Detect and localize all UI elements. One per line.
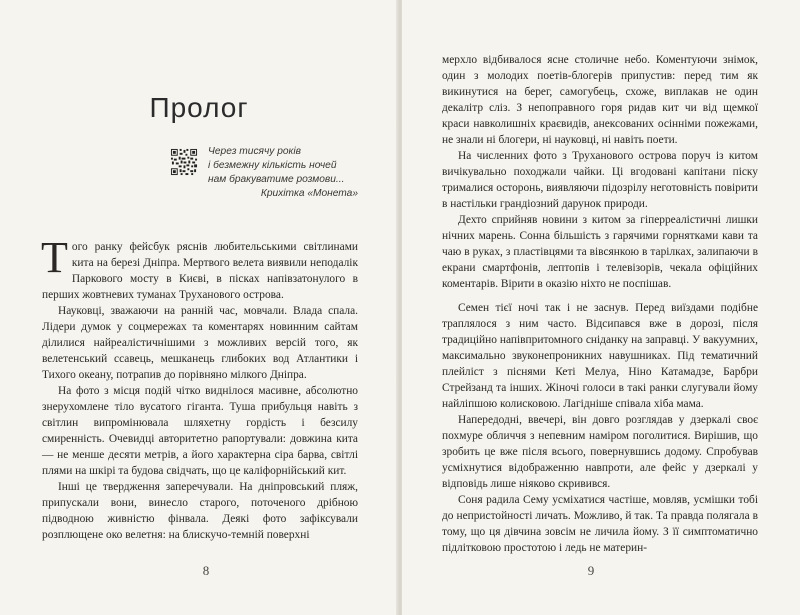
left-page: [0, 0, 398, 615]
paragraph: Семен тієї ночі так і не заснув. Перед виїздами подібне траплялося з ним часто. Відсипався вже в дорозі, після традиційно напівпритомного сніданку на заправці. У вакуумних, максимально звуконепроникних навушниках. Під тематичний плейліст з піснями Кеті Мелуа, Ніно Катамадзе, Барбри Стрейзанд та інших. Жіночі голоси в такі ранки слугували йому найліпшою колисковою. Лагідніше співала хіба мама.: [442, 302, 758, 410]
paragraph: Дехто сприйняв новини з китом за гіперреалістичні лишки нічних марень. Сонна більшість з гарячими горнятками кави та чаю в руках, з пластівцями та вівсянкою в тарілках, залипаючи в екрани смартфонів, лептопів і телевізорів, чекала офіційних коментарів. Вірити в оказію ніхто не поспішав.: [442, 214, 758, 290]
epigraph-attribution: Крихітка «Монета»: [260, 188, 358, 199]
paragraph: Соня радила Сему усміхатися частіше, мовляв, усмішки тобі до непристойності личать. Можливо, й так. Та правда полягала в тому, що ця дівчина зовсім не личила йому. З її симптоматично підлітковою простотою і ледь не материн-: [442, 494, 758, 554]
paragraph: мерхло відбивалося ясне столичне небо. Коментуючи знімок, один з молодих поетів-блогерів припустив: перед тим як викинутися на берег, самогубець, схоже, виплакав не один декалітр сліз. З непоправного горя ридав кит чи від щемкої краси навколишніх краєвидів, анексованих осінніми пожежами, не знали ні блогери, ні науковці, ні навіть поети.: [442, 54, 758, 146]
chapter-title: Пролог: [149, 92, 249, 123]
right-body-text-bottom: [442, 300, 758, 556]
paragraph: Напередодні, ввечері, він довго розглядав у дзеркалі своє похмуре обличчя з непевним наміром поголитися. Вирішив, що зробить це вже після всього, повернувшись додому. Спробував усміхнутися відображенню навпроти, але фейс у дзеркалі у відповідь лише ніяково скривився.: [442, 414, 758, 490]
right-body-text-top: [442, 52, 758, 292]
page-number: 9: [587, 563, 595, 578]
drop-cap: Т: [41, 233, 68, 282]
paragraph: На фото з місця подій чітко виднілося масивне, абсолютно знерухомлене тіло вусатого гіганта. Туша прибульця навіть з світлин випромінювала шляхетну гордість і безсилу смиренність. Очевидці авторитетно рапортували: довжина кита — не менше десяти метрів, а його характерна сіра барва, світлі плями на шкірі та будова свідчать, що це каліфорнійський кит.: [42, 385, 358, 477]
paragraph: На численних фото з Труханового острова поруч із китом вичікувально походжали чайки. Ці вгодовані капітани піску трималися осторонь, виявляючи підозрілу неготовність повірити в настільки грандіозний дарунок природи.: [442, 150, 758, 210]
epigraph-line: нам бракуватиме розмови...: [208, 174, 345, 185]
epigraph-line: Через тисячу років: [208, 146, 301, 157]
paragraph: Інші це твердження заперечували. На дніпровський пляж, припускали вони, винесло старого, поточеного дрібною підводною живністю фінвала. Деякі фото зафіксували розплющене око велетня: на блискучо-темній поверхні: [42, 481, 358, 541]
qr-code-icon: [170, 148, 198, 176]
epigraph-line: і безмежну кількість ночей: [208, 160, 337, 171]
paragraph: Того ранку фейсбук ряснів любительськими світлинами кита на березі Дніпра. Мертвого велета виявили неподалік Паркового мосту в Києві, в пісках напівзатонулого в перших жовтневих туманах Труханового острова.: [41, 233, 358, 301]
page-number: 8: [202, 563, 210, 578]
left-body-text: [41, 233, 358, 543]
paragraph: Науковці, зважаючи на ранній час, мовчали. Влада спала. Лідери думок у соцмережах та коментарях новинним сайтам ділилися найреалістичнішими з можливих версій того, як велетенський ссавець, мешканець глибоких вод Атлантики і Тихого океану, потрапив до порівняно мілкого Дніпра.: [42, 305, 358, 381]
epigraph: [208, 145, 358, 201]
